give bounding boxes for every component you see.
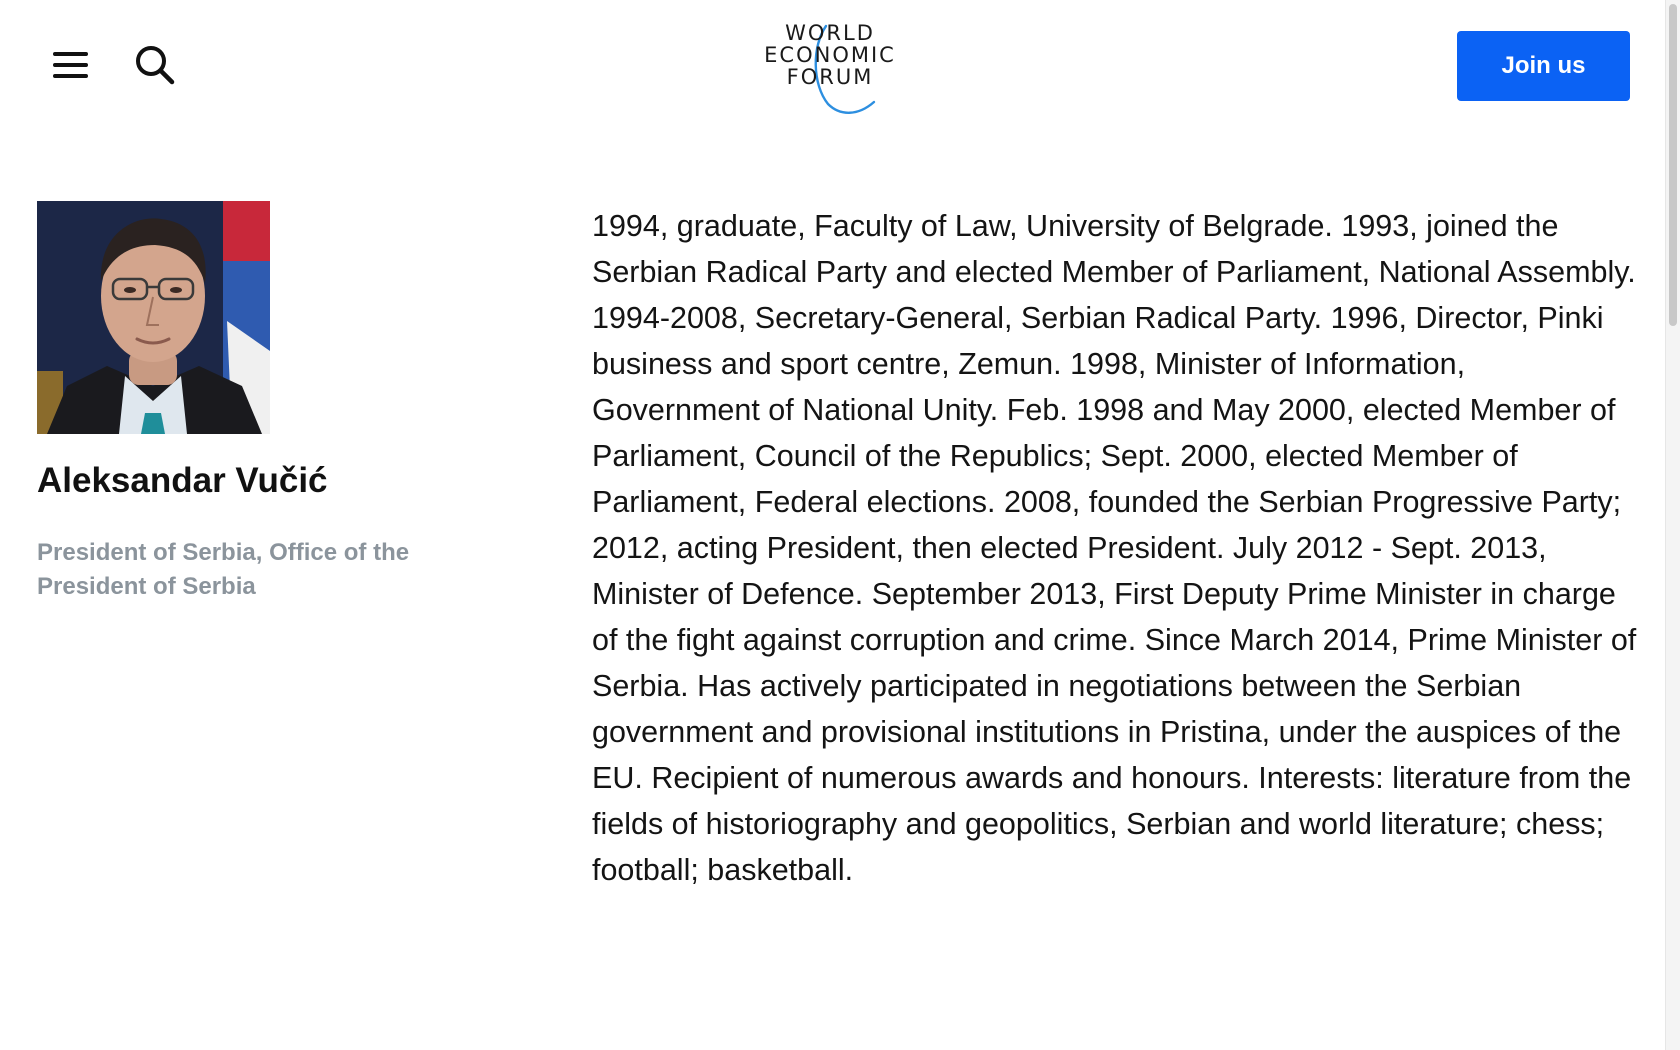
portrait-image	[37, 201, 270, 434]
person-name: Aleksandar Vučić	[37, 461, 328, 500]
profile-card	[37, 201, 507, 604]
logo-line-forum: FORUM	[786, 65, 874, 89]
wef-logo[interactable]	[750, 18, 910, 118]
biography-text: 1994, graduate, Faculty of Law, University of Belgrade. 1993, joined the Serbian Radical Party and elected Member of Parliament, National Assembly. 1994-2008, Secretary-General, Serbian Radical Party. 1996, Director, Pinki business and sport centre, Zemun. 1998, Minister of Information, Government of National Unity. Feb. 1998 and May 2000, elected Member of Parliament, Council of the Republics; Sept. 2000, elected Member of Parliament, Federal elections. 2008, founded the Serbian Progressive Party; 2012, acting President, then elected President. July 2012 - Sept. 2013, Minister of Defence. September 2013, First Deputy Prime Minister in charge of the fight against corruption and crime. Since March 2014, Prime Minister of Serbia. Has actively participated in negotiations between the Serbian government and provisional institutions in Pristina, under the auspices of the EU. Recipient of numerous awards and honours. Interests: literature from the fields of historiography and geopolitics, Serbian and world literature; chess; football; basketball.	[592, 209, 1637, 887]
logo-text	[750, 22, 910, 88]
logo-line-world: WORLD	[785, 21, 875, 45]
page-scrollbar[interactable]	[1665, 0, 1680, 1050]
hamburger-menu-icon[interactable]	[48, 46, 92, 84]
person-role: President of Serbia, Office of the President of Serbia	[37, 539, 410, 600]
site-header	[0, 0, 1666, 135]
scrollbar-thumb[interactable]	[1669, 4, 1677, 326]
search-icon[interactable]	[134, 44, 176, 86]
join-us-button[interactable]: Join us	[1457, 31, 1630, 101]
logo-line-economic: ECONOMIC	[764, 43, 896, 67]
